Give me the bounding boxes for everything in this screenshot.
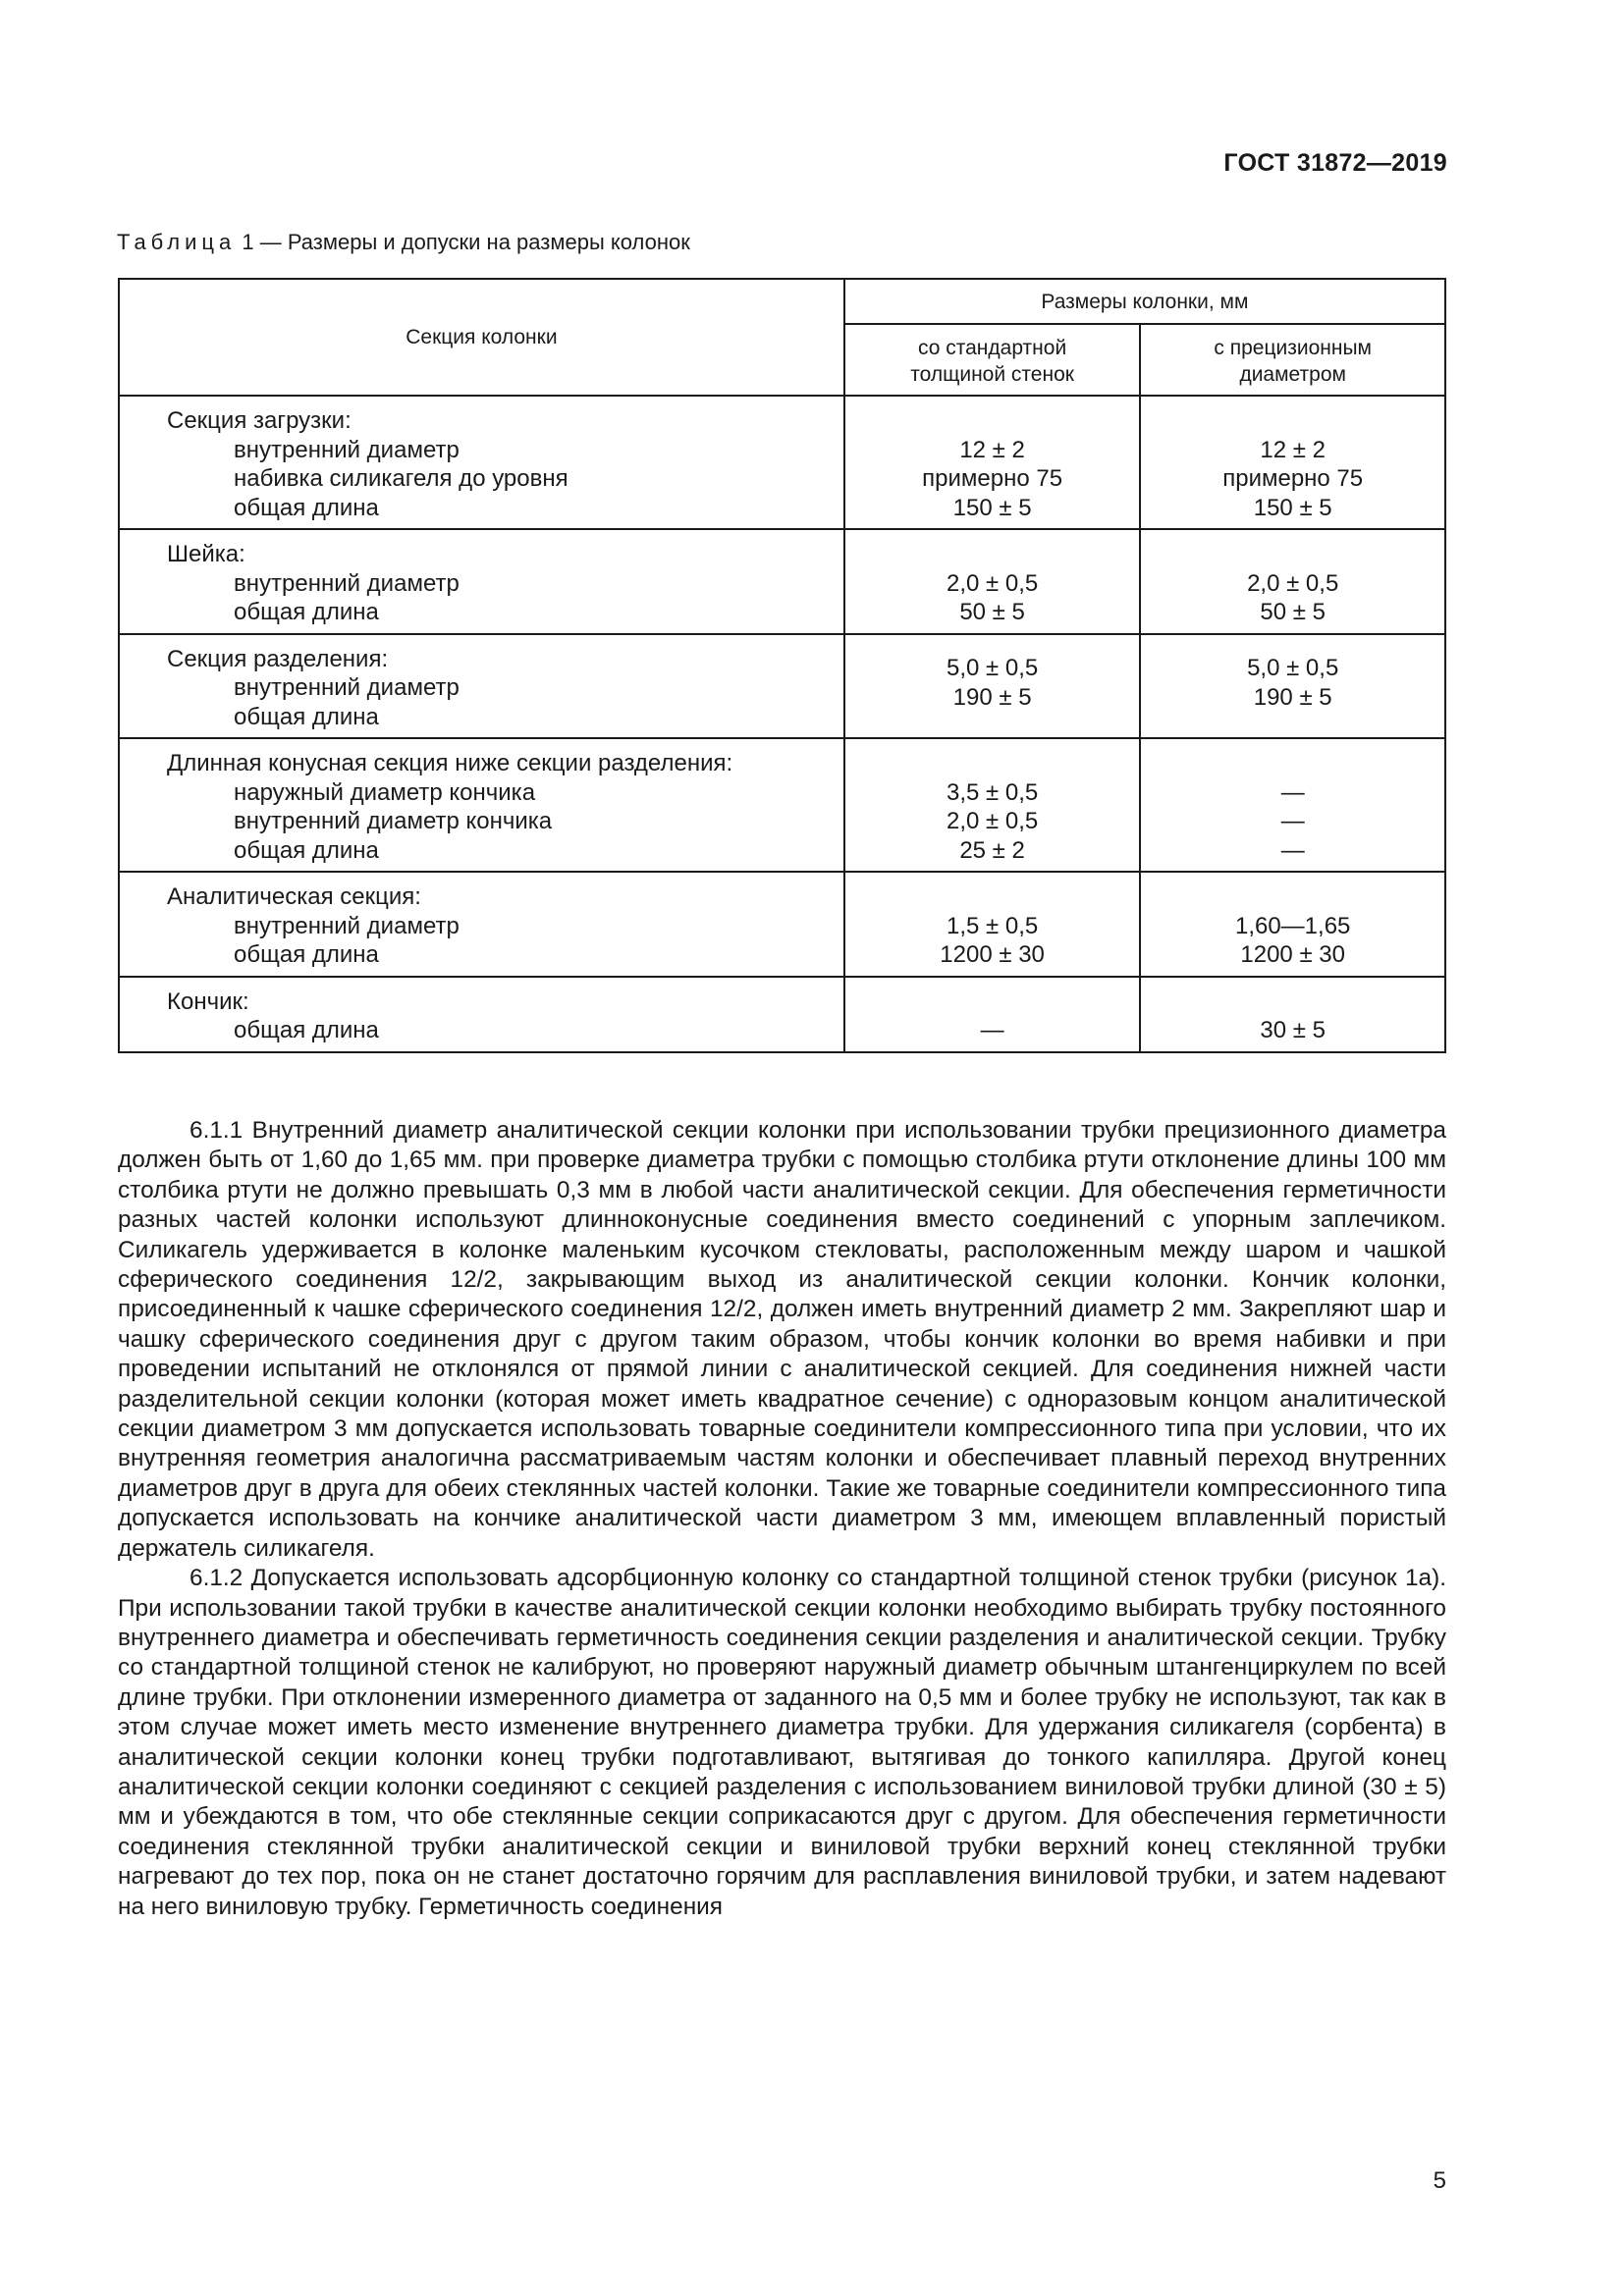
standard-value: 2,0 ± 0,5: [946, 808, 1039, 834]
paragraph-6-1-2: 6.1.2 Допускается использовать адсорбционную колонку со стандартной толщиной стенок трубки (рисунок 1а). При использовании такой трубки в качестве аналитической секции колонки необходимо выбирать трубку постоянного внутреннего диаметра и обеспечивать герметичность соединения секции разделения и аналитической секции. Трубку со стандартной толщиной стенок не калибруют, но проверяют наружный диаметр обычным штангенциркулем по всей длине трубки. При отклонении измеренного диаметра от заданного на 0,5 мм и более трубку не используют, так как в этом случае может иметь место изменение внутреннего диаметра трубки. Для удержания силикагеля (сорбента) в аналитической секции колонки конец трубки подготавливают, вытягивая до тонкого капилляра. Другой конец аналитической секции колонки соединяют с секцией разделения с использованием виниловой трубки длиной (30 ± 5) мм и убеждаются в том, что обе стеклянные секции соприкасаются друг с другом. Для обеспечения герметичности соединения стеклянной трубки аналитической секции и виниловой трубки верхний конец стеклянной трубки нагревают до тех пор, пока он не станет достаточно горячим для расплавления виниловой трубки, и затем надевают на него виниловую трубку. Герметичность соединения: [118, 1565, 1446, 1920]
standard-value: 2,0 ± 0,5: [946, 569, 1039, 597]
section-title: Аналитическая секция:: [167, 883, 421, 910]
section-item: внутренний диаметр кончика: [234, 808, 553, 834]
standard-values-cell: [844, 396, 1141, 529]
table-caption: [117, 230, 690, 255]
precision-value: 150 ± 5: [1253, 494, 1332, 521]
precision-value: 12 ± 2: [1260, 436, 1326, 463]
section-cell: [119, 529, 844, 634]
body-text: [118, 1116, 1446, 1922]
table-caption-word: Таблица: [117, 230, 237, 254]
precision-value: 2,0 ± 0,5: [1247, 569, 1339, 597]
precision-value: 30 ± 5: [1260, 1017, 1326, 1043]
page-number: 5: [1433, 2167, 1446, 2194]
standard-values-cell: [844, 529, 1141, 634]
table-row: [119, 872, 1445, 977]
standard-value: 1,5 ± 0,5: [946, 912, 1039, 939]
column-header-precision-line: диаметром: [1239, 363, 1346, 386]
column-header-standard: [844, 324, 1141, 396]
column-header-section: Секция колонки: [119, 279, 844, 396]
section-title: Длинная конусная секция ниже секции разделения:: [167, 750, 733, 776]
section-cell: [119, 396, 844, 529]
dimensions-table: [118, 278, 1446, 1053]
section-cell: [119, 872, 844, 977]
precision-value: —: [1280, 836, 1305, 864]
section-title: Секция загрузки:: [167, 407, 352, 434]
table-row: [119, 396, 1445, 529]
section-item: набивка силикагеля до уровня: [234, 465, 568, 492]
column-header-precision-line: с прецизионным: [1214, 337, 1372, 359]
precision-value: —: [1280, 778, 1305, 806]
standard-value: 190 ± 5: [952, 683, 1032, 711]
precision-value: 50 ± 5: [1260, 599, 1326, 625]
table-row: [119, 529, 1445, 634]
section-cell: [119, 738, 844, 872]
precision-values-cell: [1140, 738, 1445, 872]
precision-values-cell: [1140, 529, 1445, 634]
section-item: внутренний диаметр: [234, 436, 460, 463]
table-row: [119, 977, 1445, 1052]
precision-values-cell: [1140, 396, 1445, 529]
section-item: общая длина: [234, 941, 379, 968]
column-header-standard-line: толщиной стенок: [910, 363, 1074, 386]
document-code: ГОСТ 31872—2019: [1223, 149, 1447, 177]
precision-values-cell: [1140, 634, 1445, 739]
precision-value: 1200 ± 30: [1240, 941, 1345, 968]
paragraph-6-1-1: 6.1.1 Внутренний диаметр аналитической секции колонки при использовании трубки прецизионного диаметра должен быть от 1,60 до 1,65 мм. при проверке диаметра трубки с помощью столбика ртути отклонение длины 100 мм столбика ртути не должно превышать 0,3 мм в любой части аналитической секции. Для обеспечения герметичности разных частей колонки используют длинноконусные соединения вместо соединений с упорным заплечиком. Силикагель удерживается в колонке маленьким кусочком стекловаты, расположенным между шаром и чашкой сферического соединения 12/2, закрывающим выход из аналитической секции колонки. Кончик колонки, присоединенный к чашке сферического соединения 12/2, должен иметь внутренний диаметр 2 мм. Закрепляют шар и чашку сферического соединения друг с другом таким образом, чтобы кончик колонки во время набивки и при проведении испытаний не отклонялся от прямой линии с аналитической секцией. Для соединения нижней части разделительной секции колонки (которая может иметь квадратное сечение) с одноразовым концом аналитической секции диаметром 3 мм допускается использовать товарные соединители компрессионного типа при условии, что их внутренняя геометрия аналогична рассматриваемым частям колонки и обеспечивает плавный переход внутренних диаметров друг в друга для обеих стеклянных частей колонки. Такие же товарные соединители компрессионного типа допускается использовать на кончике аналитической части диаметром 3 мм, имеющем вплавленный пористый держатель силикагеля.: [118, 1117, 1446, 1562]
table-row: [119, 738, 1445, 872]
section-item: наружный диаметр кончика: [234, 778, 536, 806]
standard-value: 50 ± 5: [959, 599, 1025, 625]
precision-values-cell: [1140, 872, 1445, 977]
precision-value: 5,0 ± 0,5: [1247, 655, 1339, 681]
standard-values-cell: [844, 872, 1141, 977]
standard-value: 5,0 ± 0,5: [946, 655, 1039, 681]
standard-value: 1200 ± 30: [940, 941, 1045, 968]
standard-values-cell: [844, 738, 1141, 872]
precision-value: 190 ± 5: [1253, 683, 1332, 711]
section-item: внутренний диаметр: [234, 569, 460, 597]
column-header-precision: [1140, 324, 1445, 396]
section-item: общая длина: [234, 599, 379, 625]
section-item: внутренний диаметр: [234, 912, 460, 939]
standard-values-cell: [844, 634, 1141, 739]
section-item: общая длина: [234, 703, 379, 730]
section-title: Кончик:: [167, 988, 249, 1015]
section-title: Секция разделения:: [167, 645, 389, 672]
standard-values-cell: [844, 977, 1141, 1052]
section-item: общая длина: [234, 494, 379, 521]
precision-value: примерно 75: [1222, 465, 1364, 492]
table-row: [119, 634, 1445, 739]
standard-value: 150 ± 5: [952, 494, 1032, 521]
column-header-standard-line: со стандартной: [918, 337, 1067, 359]
standard-value: 12 ± 2: [959, 436, 1025, 463]
section-cell: [119, 977, 844, 1052]
section-item: общая длина: [234, 836, 379, 864]
section-cell: [119, 634, 844, 739]
precision-value: —: [1280, 808, 1305, 834]
standard-value: 25 ± 2: [959, 836, 1025, 864]
section-item: общая длина: [234, 1017, 379, 1043]
precision-values-cell: [1140, 977, 1445, 1052]
table-caption-text: 1 — Размеры и допуски на размеры колонок: [236, 230, 690, 254]
standard-value: —: [980, 1017, 1004, 1043]
precision-value: 1,60—1,65: [1234, 912, 1351, 939]
section-title: Шейка:: [167, 541, 245, 567]
standard-value: 3,5 ± 0,5: [946, 778, 1039, 806]
column-group-header: Размеры колонки, мм: [844, 279, 1445, 324]
section-item: внутренний диаметр: [234, 674, 460, 701]
standard-value: примерно 75: [922, 465, 1063, 492]
